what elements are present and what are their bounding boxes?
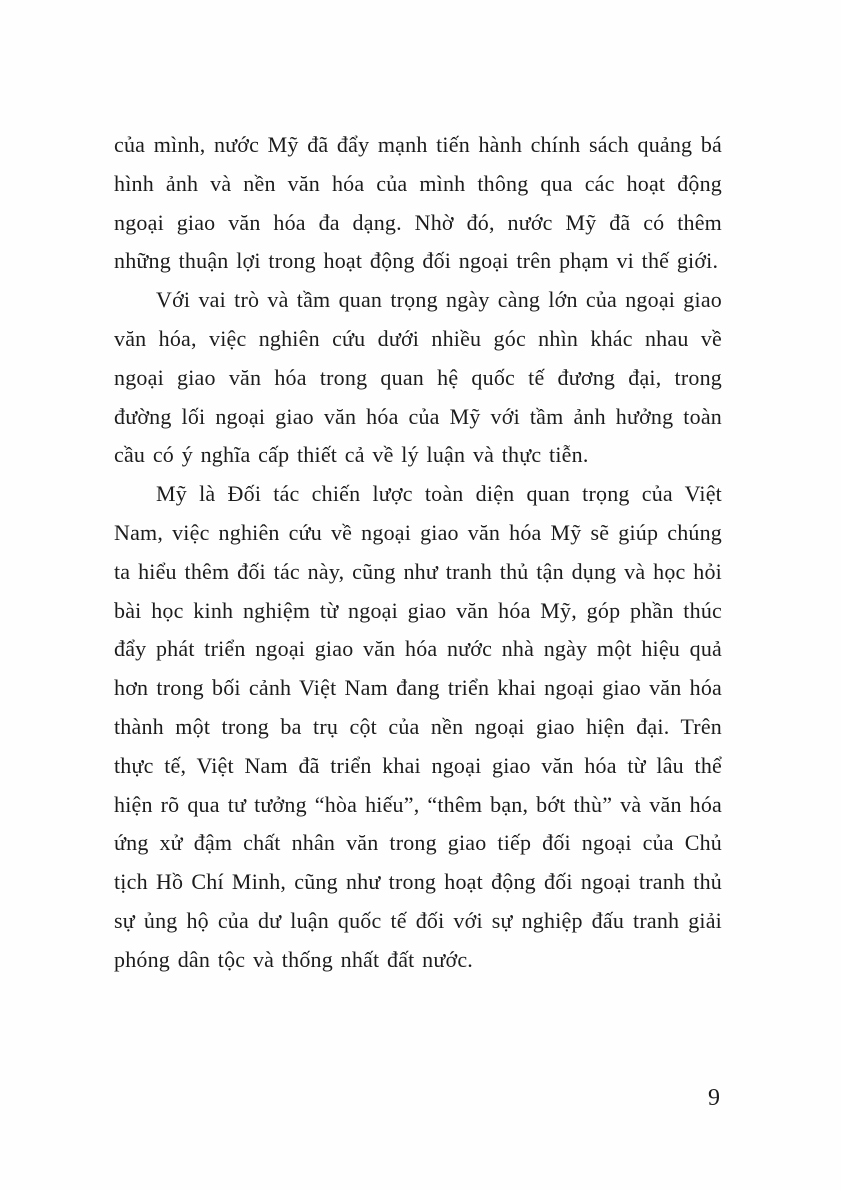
paragraph-continuation: của mình, nước Mỹ đã đẩy mạnh tiến hành chính sách quảng bá hình ảnh và nền văn hóa của mình thông qua các hoạt động ngoại giao văn hóa đa dạng. Nhờ đó, nước Mỹ đã có thêm những thuận lợi trong hoạt động đối ngoại trên phạm vi thế giới. <box>114 132 722 274</box>
page-number: 9 <box>708 1085 720 1111</box>
paragraph: Với vai trò và tầm quan trọng ngày càng lớn của ngoại giao văn hóa, việc nghiên cứu dưới nhiều góc nhìn khác nhau về ngoại giao văn hóa trong quan hệ quốc tế đương đại, trong đường lối ngoại giao văn hóa của Mỹ với tầm ảnh hưởng toàn cầu có ý nghĩa cấp thiết cả về lý luận và thực tiễn. <box>114 287 722 468</box>
page-text-block <box>114 126 722 980</box>
paragraph: Mỹ là Đối tác chiến lược toàn diện quan trọng của Việt Nam, việc nghiên cứu về ngoại giao văn hóa Mỹ sẽ giúp chúng ta hiểu thêm đối tác này, cũng như tranh thủ tận dụng và học hỏi bài học kinh nghiệm từ ngoại giao văn hóa Mỹ, góp phần thúc đẩy phát triển ngoại giao văn hóa nước nhà ngày một hiệu quả hơn trong bối cảnh Việt Nam đang triển khai ngoại giao văn hóa thành một trong ba trụ cột của nền ngoại giao hiện đại. Trên thực tế, Việt Nam đã triển khai ngoại giao văn hóa từ lâu thể hiện rõ qua tư tưởng “hòa hiếu”, “thêm bạn, bớt thù” và văn hóa ứng xử đậm chất nhân văn trong giao tiếp đối ngoại của Chủ tịch Hồ Chí Minh, cũng như trong hoạt động đối ngoại tranh thủ sự ủng hộ của dư luận quốc tế đối với sự nghiệp đấu tranh giải phóng dân tộc và thống nhất đất nước. <box>114 481 722 972</box>
